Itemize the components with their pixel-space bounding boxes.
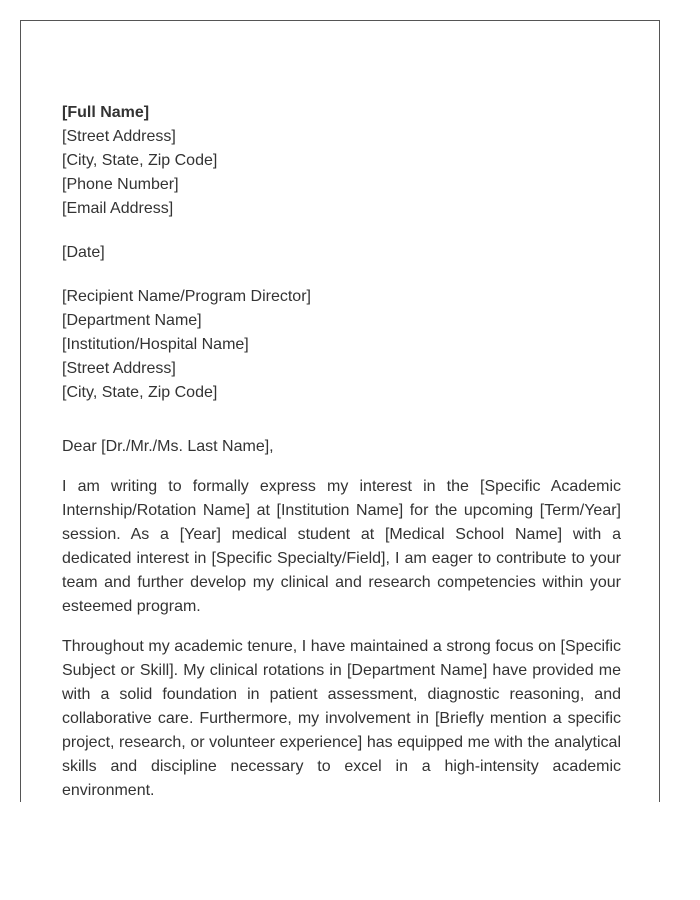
body-paragraph-1: I am writing to formally express my interest in the [Specific Academic Internship/Rotation Name] at [Institution Name] for the upcoming [Term/Year] session. As a [Year] medical student at [Medical School Name] with a dedicated interest in [Specific Specialty/Field], I am eager to contribute to your team and further develop my clinical and research competencies within your esteemed program. [62, 478, 621, 615]
sender-phone: [Phone Number] [62, 176, 179, 193]
spacer [62, 265, 621, 285]
sender-street: [Street Address] [62, 128, 176, 145]
recipient-city: [City, State, Zip Code] [62, 384, 218, 401]
sender-email: [Email Address] [62, 200, 174, 217]
salutation: Dear [Dr./Mr./Ms. Last Name], [62, 438, 274, 455]
recipient-street: [Street Address] [62, 360, 176, 377]
letter-date: [Date] [62, 244, 105, 261]
letter-page [20, 20, 660, 802]
sender-name: [Full Name] [62, 104, 150, 121]
recipient-name: [Recipient Name/Program Director] [62, 288, 311, 305]
recipient-block [62, 285, 621, 405]
recipient-institution: [Institution/Hospital Name] [62, 336, 249, 353]
spacer [62, 405, 621, 435]
recipient-department: [Department Name] [62, 312, 202, 329]
sender-block [62, 101, 621, 221]
body-paragraph-2: Throughout my academic tenure, I have maintained a strong focus on [Specific Subject or Skill]. My clinical rotations in [Department Name] have provided me with a solid foundation in patient assessment, diagnostic reasoning, and collaborative care. Furthermore, my involvement in [Briefly mention a specific project, research, or volunteer experience] has equipped me with the analytical skills and discipline necessary to excel in a high-intensity academic environment. [62, 638, 621, 799]
letter-content [62, 101, 621, 802]
spacer [62, 221, 621, 241]
sender-city: [City, State, Zip Code] [62, 152, 218, 169]
